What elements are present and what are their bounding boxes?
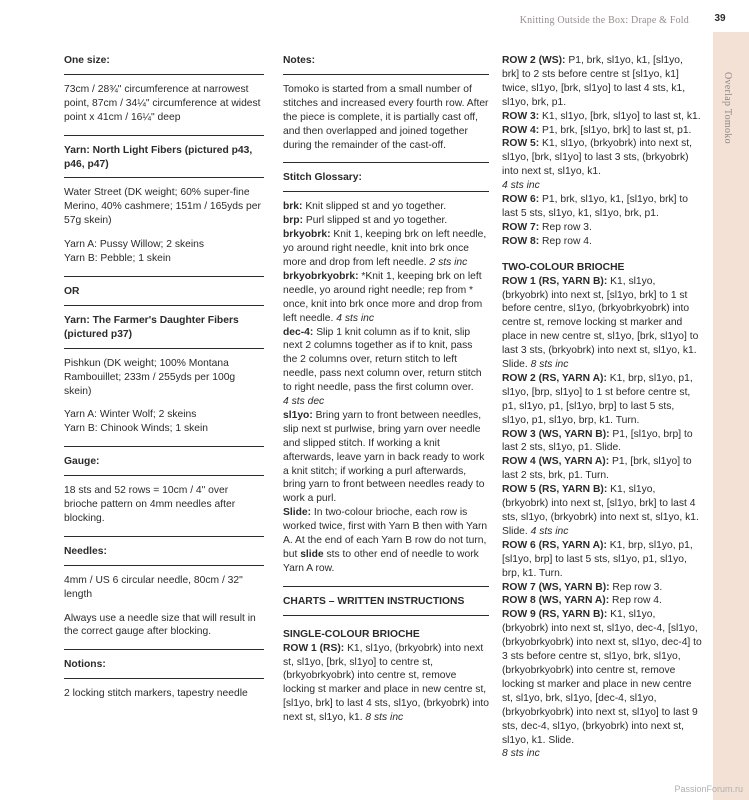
stitch-count-note: 4 sts dec bbox=[283, 396, 325, 408]
row-label: ROW 3 (WS, YARN B): bbox=[502, 428, 610, 440]
glossary-brp bbox=[283, 214, 489, 228]
row-label: ROW 9 (RS, YARN B): bbox=[502, 609, 608, 621]
or-separator: OR bbox=[64, 285, 264, 306]
divider bbox=[64, 446, 264, 447]
glossary-term: brk: bbox=[283, 201, 303, 213]
row-label: ROW 2 (RS, YARN A): bbox=[502, 372, 607, 384]
divider bbox=[64, 276, 264, 277]
glossary-brk bbox=[283, 200, 489, 214]
glossary-brkyobrkyobrk bbox=[283, 270, 489, 326]
single-row-8 bbox=[502, 235, 702, 249]
single-row-7 bbox=[502, 221, 702, 235]
row-label: ROW 2 (WS): bbox=[502, 55, 566, 66]
glossary-definition: *Knit 1, keeping brk on left needle, yo around right needle; rep from * once, knit into brk once more and drop from left needle. bbox=[283, 270, 483, 324]
row-instructions: K1, sl1yo, (brkyobrk) into next st, [sl1yo, brk] to last 4 sts, sl1yo, (brkyobrk) into next st, sl1yo, k1. Slide. bbox=[502, 484, 699, 537]
notions-text: 2 locking stitch markers, tapestry needle bbox=[64, 688, 248, 700]
yarn-b-line: Yarn B: Pebble; 1 skein bbox=[64, 253, 171, 265]
column-notes bbox=[283, 54, 489, 725]
row-instructions: Rep row 4. bbox=[539, 235, 592, 247]
stitch-count-note: 4 sts inc bbox=[502, 180, 540, 192]
single-row-5 bbox=[502, 137, 702, 179]
row-instructions: Rep row 3. bbox=[539, 221, 592, 233]
slide-keyword: slide bbox=[300, 549, 324, 560]
row-label: ROW 7: bbox=[502, 221, 540, 233]
divider bbox=[64, 536, 264, 537]
row-label: ROW 8: bbox=[502, 235, 540, 247]
row-instructions: K1, sl1yo, (brkyobrk) into next st, sl1yo, dec-4, [sl1yo, (brkyobrkyobrk) into next st, sl1yo, dec-4] to 3 sts before centre st, sl1yo, brk, sl1yo, (brkyobrkyobrk) into centre st, remove locking st marker and place in new centre st, sl1yo, brk, sl1yo, [dec-4, sl1yo, (brkyobrkyobrk) into next st, sl1yo] to last 9 sts, dec-4, sl1yo, (brkyobrk) into next st, sl1yo, k1. Slide. bbox=[502, 609, 702, 746]
glossary-sl1yo bbox=[283, 409, 489, 506]
single-row-2 bbox=[502, 54, 702, 110]
row-label: ROW 5: bbox=[502, 138, 540, 150]
row-label: ROW 3: bbox=[502, 110, 540, 122]
row-instructions: K1, brp, sl1yo, p1, sl1yo, [brp, sl1yo] to 1 st before centre st, p1, sl1yo, p1, [sl1yo, brp] to last 5 sts, sl1yo, p1, sl1yo, brp, k1. Turn. bbox=[502, 372, 693, 426]
glossary-definition: Bring yarn to front between needles, slip next st purlwise, bring yarn over needle and slipped stitch. If working a knit afterwards, leave yarn in back ready to work a knit stitch; if working a purl afterwards, bring yarn to front between needles ready to work a purl. bbox=[283, 409, 485, 505]
two-row-3 bbox=[502, 428, 702, 456]
glossary-term: Slide: bbox=[283, 507, 312, 519]
row-instructions: K1, sl1yo, (brkyobrk) into next st, [sl1yo, brk] to 1 st before centre, sl1yo, (brkyobrkyobrk) into centre st, remove locking st marker and place in new centre st, sl1yo, [brk, sl1yo] to last 3 sts, (brkyobrk) into next st, sl1yo, k1. Slide. bbox=[502, 275, 699, 371]
glossary-definition: Slip 1 knit column as if to knit, slip next 2 columns together as if to knit, pass the 2 columns over, return stitch to left needle, pass next column over, return stitch to right needle, pass the first column over. bbox=[283, 326, 482, 394]
side-tab bbox=[713, 32, 749, 800]
glossary-definition: In two-colour brioche, each row is worked twice, first with Yarn B then with Yarn A. At the end of each Yarn B row do not turn, but bbox=[283, 507, 488, 560]
stitch-count-note: 8 sts inc bbox=[362, 712, 404, 724]
glossary-term: brp: bbox=[283, 215, 304, 227]
charts-heading: CHARTS – WRITTEN INSTRUCTIONS bbox=[283, 595, 489, 616]
one-size-heading: One size: bbox=[64, 54, 264, 75]
glossary-definition: sts to other end of needle to work Yarn A row. bbox=[283, 549, 479, 574]
row-instructions: K1, sl1yo, [brk, sl1yo] to last st, k1. bbox=[539, 110, 701, 122]
row-instructions: P1, brk, [sl1yo, brk] to last st, p1. bbox=[539, 124, 692, 136]
row-label: ROW 1 (RS, YARN B): bbox=[502, 275, 608, 287]
glossary-slide bbox=[283, 506, 489, 576]
glossary-definition: Knit slipped st and yo together. bbox=[302, 201, 447, 213]
two-row-6 bbox=[502, 539, 702, 581]
glossary-term: brkyobrkyobrk: bbox=[283, 270, 359, 282]
divider bbox=[283, 162, 489, 163]
row-instructions: P1, [sl1yo, brp] to last 2 sts, sl1yo, p1. Slide. bbox=[502, 428, 693, 454]
two-row-4 bbox=[502, 455, 702, 483]
row-label: ROW 8 (WS, YARN A): bbox=[502, 595, 610, 607]
yarn-a-line: Yarn A: Pussy Willow; 2 skeins bbox=[64, 239, 205, 251]
gauge-heading: Gauge: bbox=[64, 455, 264, 476]
needles-text: 4mm / US 6 circular needle, 80cm / 32" length bbox=[64, 574, 243, 600]
page-number: 39 bbox=[714, 13, 726, 24]
divider bbox=[283, 586, 489, 587]
yarn-north-light-heading: Yarn: North Light Fibers (pictured p43, p46, p47) bbox=[64, 144, 264, 179]
divider bbox=[64, 135, 264, 136]
row-instructions: Rep row 4. bbox=[609, 595, 662, 607]
gauge-text: 18 sts and 52 rows = 10cm / 4" over brioche pattern on 4mm needles after blocking. bbox=[64, 485, 236, 524]
two-row-7 bbox=[502, 581, 702, 595]
row-label: ROW 6 (RS, YARN A): bbox=[502, 539, 607, 551]
glossary-term: dec-4: bbox=[283, 326, 314, 338]
column-specs bbox=[64, 54, 264, 711]
yarn-farmers-daughter-text: Pishkun (DK weight; 100% Montana Rambouillet; 233m / 255yds per 100g skein) bbox=[64, 357, 236, 397]
row-instructions: P1, [brk, sl1yo] to last 2 sts, brk, p1. Turn. bbox=[502, 456, 692, 482]
notions-heading: Notions: bbox=[64, 658, 264, 679]
single-row-4 bbox=[502, 124, 702, 138]
row-instructions: K1, sl1yo, (brkyobrk) into next st, sl1yo, [brk, sl1yo] to last 3 sts, (brkyobrk) into next st, sl1yo, k1. bbox=[502, 138, 692, 178]
glossary-definition: Knit 1, keeping brk on left needle, yo around right needle, knit into brk once more and drop from left needle. bbox=[283, 229, 487, 268]
two-row-9 bbox=[502, 608, 702, 747]
single-colour-heading: SINGLE-COLOUR BRIOCHE bbox=[283, 628, 420, 640]
stitch-count-note: 8 sts inc bbox=[527, 359, 569, 371]
two-row-8 bbox=[502, 594, 702, 608]
yarn-north-light-text: Water Street (DK weight; 60% super-fine Merino, 40% cashmere; 151m / 165yds per 57g skein) bbox=[64, 187, 261, 227]
glossary-heading: Stitch Glossary: bbox=[283, 171, 489, 192]
two-row-5 bbox=[502, 483, 702, 539]
row-instructions: P1, brk, sl1yo, k1, [sl1yo, brk] to 2 sts before centre st [sl1yo, k1] twice, sl1yo, [brk, sl1yo] to last 4 sts, k1, sl1yo, brk, p1. bbox=[502, 55, 686, 108]
single-row-1 bbox=[283, 642, 489, 725]
yarn-a-line: Yarn A: Winter Wolf; 2 skeins bbox=[64, 409, 197, 421]
row-label: ROW 1 (RS): bbox=[283, 642, 345, 654]
one-size-text: 73cm / 28¾" circumference at narrowest point, 87cm / 34¼" circumference at widest point x 41cm / 16¼" deep bbox=[64, 83, 261, 123]
single-row-6 bbox=[502, 193, 702, 221]
stitch-count-note: 4 sts inc bbox=[527, 525, 569, 537]
row-label: ROW 5 (RS, YARN B): bbox=[502, 484, 608, 496]
stitch-count-note: 8 sts inc bbox=[502, 748, 540, 760]
glossary-term: sl1yo: bbox=[283, 409, 313, 421]
two-colour-heading: TWO-COLOUR BRIOCHE bbox=[502, 261, 625, 273]
row-instructions: K1, brp, sl1yo, p1, [sl1yo, brp] to last 5 sts, sl1yo, p1, sl1yo, brp, k1. Turn. bbox=[502, 539, 693, 579]
single-row-3 bbox=[502, 110, 702, 124]
glossary-brkyobrk bbox=[283, 228, 489, 270]
stitch-count-note: 4 sts inc bbox=[333, 312, 375, 324]
glossary-term: brkyobrk: bbox=[283, 229, 331, 241]
row-instructions: P1, brk, sl1yo, k1, [sl1yo, brk] to last 5 sts, sl1yo, k1, sl1yo, brk, p1. bbox=[502, 194, 688, 219]
notes-heading: Notes: bbox=[283, 54, 489, 75]
two-row-1 bbox=[502, 275, 702, 372]
needles-note: Always use a needle size that will result in the correct gauge after blocking. bbox=[64, 612, 256, 638]
row-label: ROW 7 (WS, YARN B): bbox=[502, 581, 610, 593]
row-label: ROW 4 (WS, YARN A): bbox=[502, 456, 610, 468]
running-header: Knitting Outside the Box: Drape & Fold bbox=[519, 15, 689, 26]
notes-text: Tomoko is started from a small number of stitches and increased every fourth row. After the piece is complete, it is partially cast off, and then overlapped and joined together during the remainder of the cast-off. bbox=[283, 83, 489, 151]
stitch-count-note: 2 sts inc bbox=[426, 256, 468, 268]
row-instructions: K1, sl1yo, (brkyobrk) into next st, sl1yo, [brk, sl1yo] to centre st, (brkyobrkyobrk) into centre st, remove locking st marker and place in new centre st, [sl1yo, brk] to last 4 sts, sl1yo, (brkyobrk) into next st, sl1yo, k1. bbox=[283, 642, 490, 724]
glossary-definition: Purl slipped st and yo together. bbox=[303, 215, 448, 227]
two-row-2 bbox=[502, 372, 702, 428]
row-instructions: Rep row 3. bbox=[609, 581, 663, 593]
row-label: ROW 4: bbox=[502, 124, 540, 136]
needles-heading: Needles: bbox=[64, 545, 264, 566]
side-pattern-title: Overlap Tomoko bbox=[722, 72, 733, 144]
glossary-dec4 bbox=[283, 326, 489, 396]
yarn-b-line: Yarn B: Chinook Winds; 1 skein bbox=[64, 423, 209, 435]
watermark: PassionForum.ru bbox=[674, 784, 743, 794]
column-rows bbox=[502, 54, 702, 761]
row-label: ROW 6: bbox=[502, 194, 540, 206]
divider bbox=[64, 649, 264, 650]
yarn-farmers-daughter-heading: Yarn: The Farmer's Daughter Fibers (pictured p37) bbox=[64, 314, 264, 349]
